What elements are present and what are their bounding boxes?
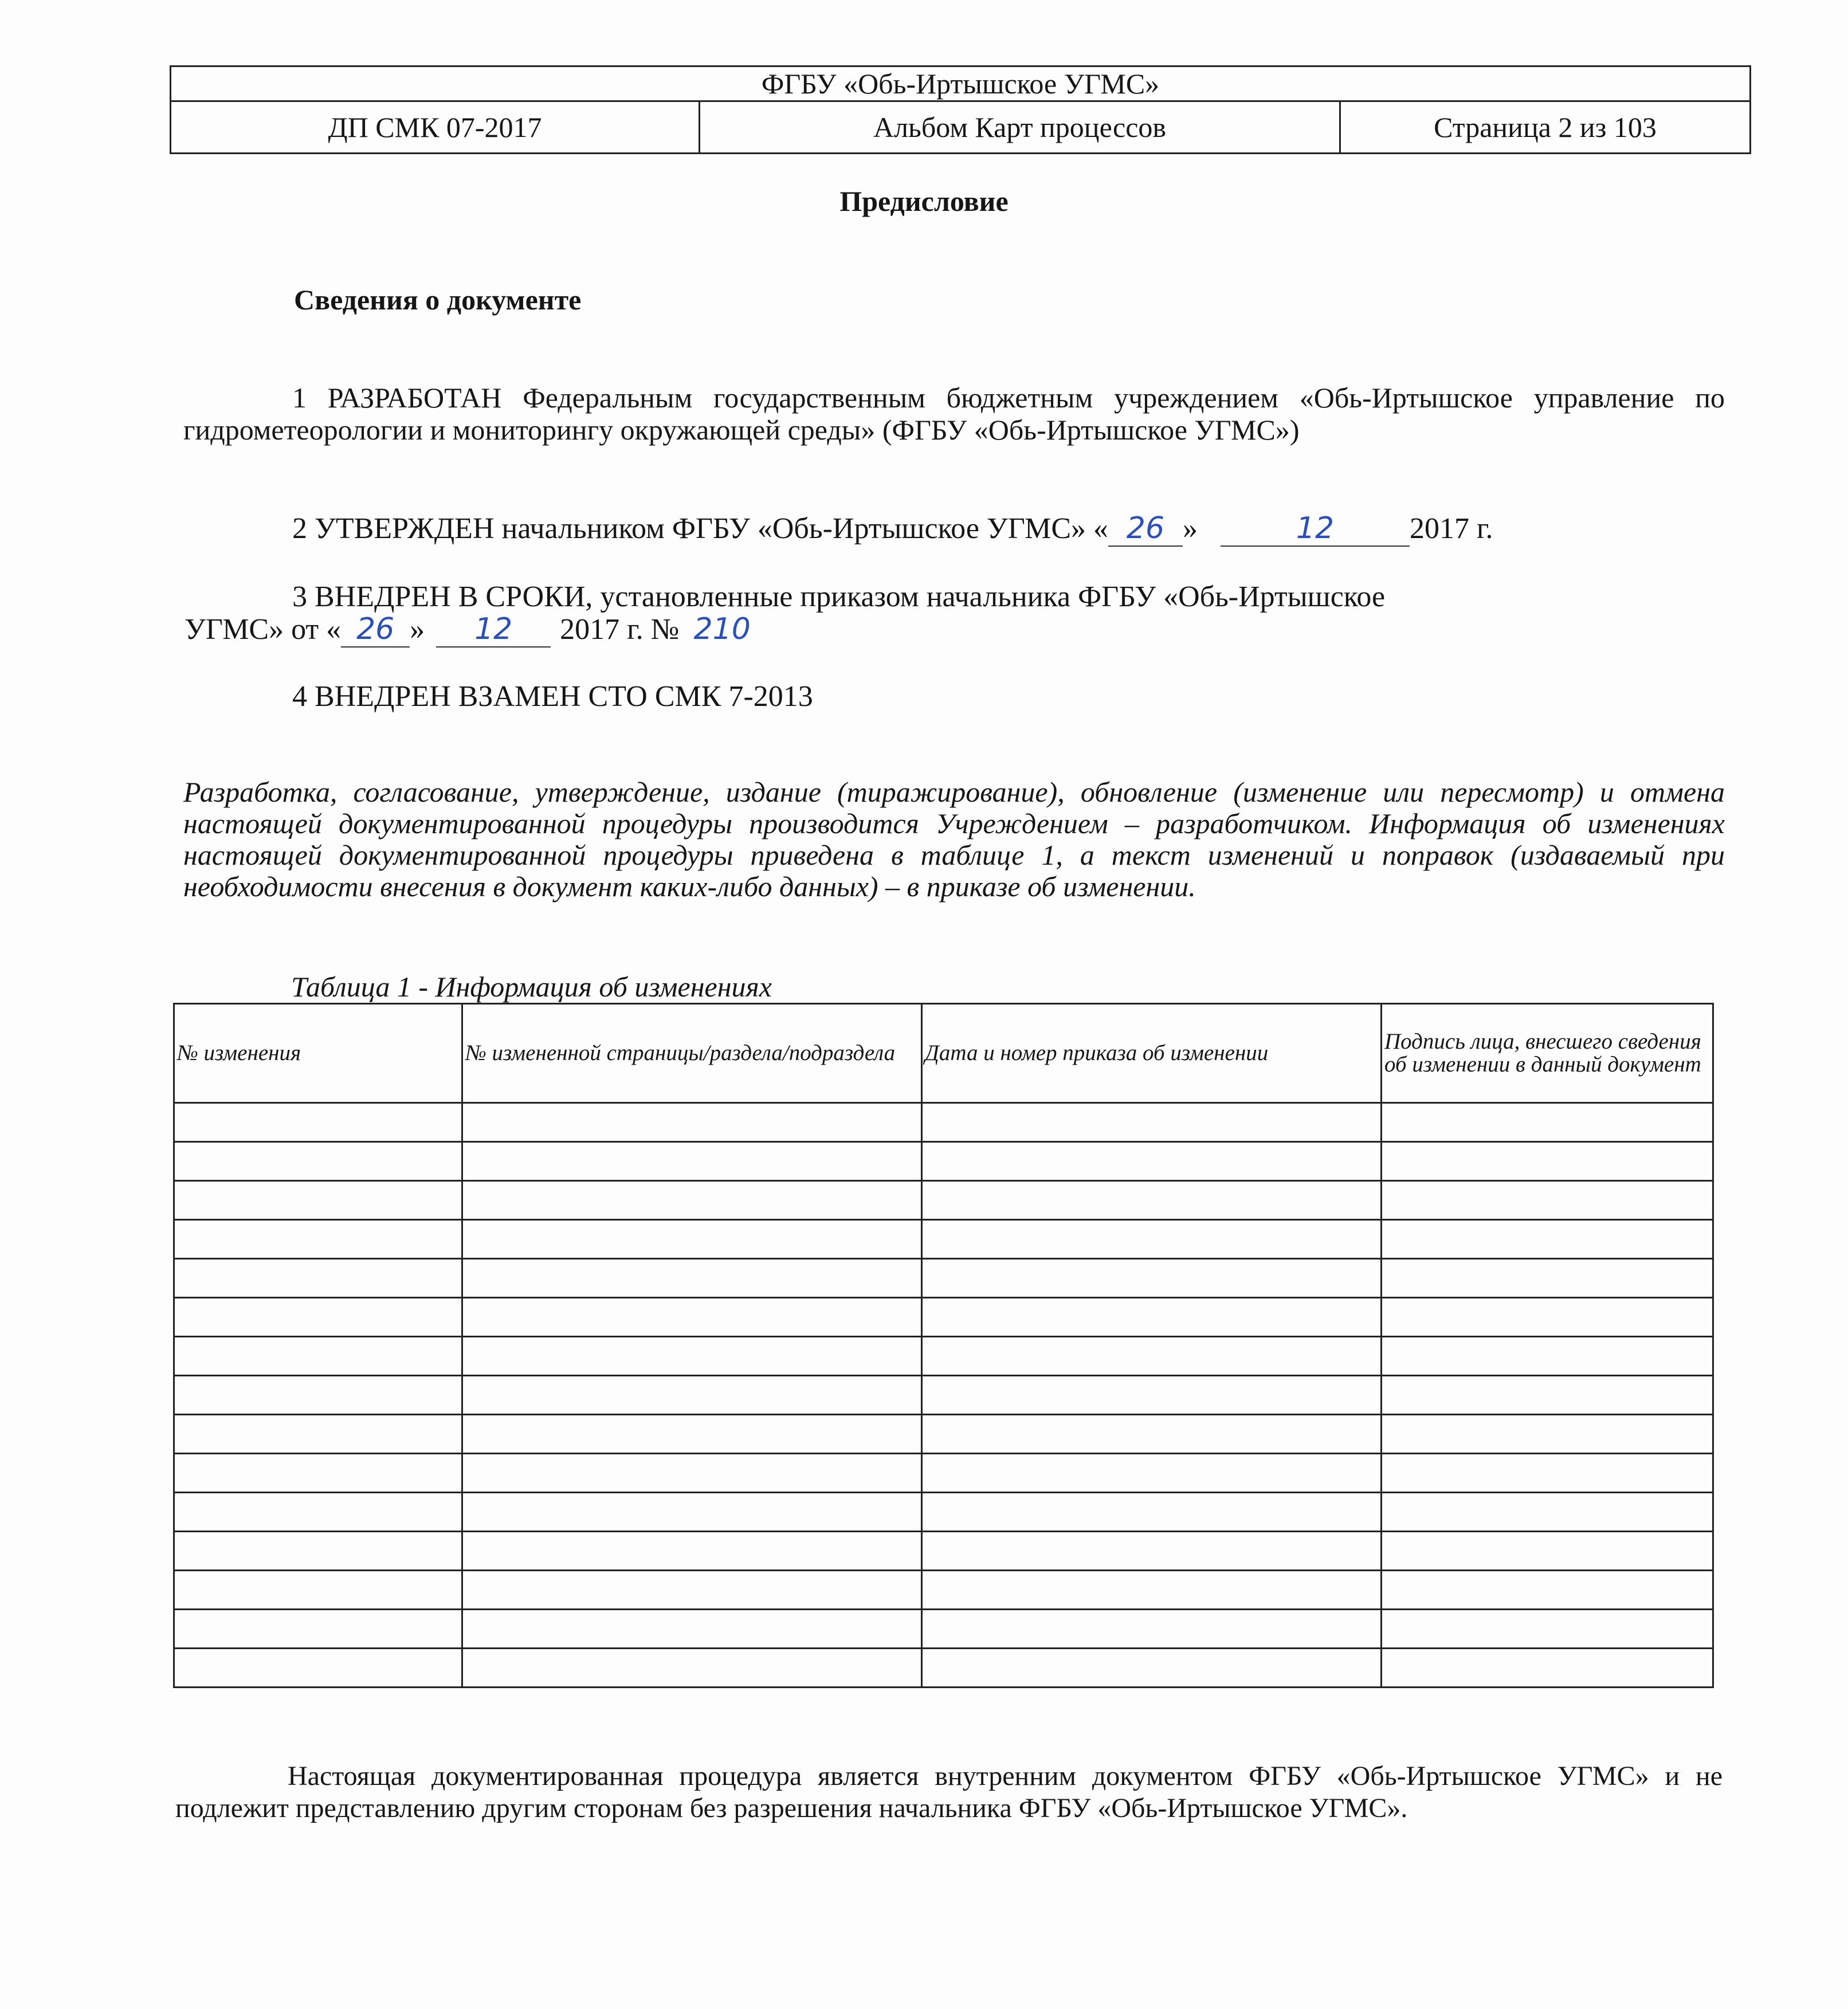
table-cell <box>922 1259 1382 1298</box>
table-cell <box>462 1415 922 1454</box>
table-cell <box>1382 1142 1713 1181</box>
table-row <box>174 1220 1713 1259</box>
table-cell <box>1382 1415 1713 1454</box>
table-cell <box>462 1610 922 1649</box>
item-3-day: 26 <box>341 612 410 648</box>
table-cell <box>1382 1298 1713 1337</box>
item-1-text: 1 РАЗРАБОТАН Федеральным государственным бюджетным учреждением «Обь-Иртышское управление по гидрометеорологии и мониторингу окружающей среды» (ФГБУ «Обь-Иртышское УГМС») <box>183 382 1725 446</box>
table-cell <box>174 1103 462 1142</box>
table-cell <box>462 1493 922 1532</box>
table-cell <box>922 1142 1382 1181</box>
table-cell <box>462 1298 922 1337</box>
table-cell <box>1382 1649 1713 1688</box>
table-cell <box>462 1376 922 1415</box>
table-row <box>174 1571 1713 1610</box>
table-cell <box>1382 1571 1713 1610</box>
column-header-page-section: № измененной страницы/раздела/подраздела <box>462 1004 922 1103</box>
item-3-mid: » <box>410 613 425 646</box>
table-cell <box>1382 1259 1713 1298</box>
table-cell <box>922 1454 1382 1493</box>
table-cell <box>922 1376 1382 1415</box>
table-row <box>174 1103 1713 1142</box>
item-3-prefix: УГМС» от « <box>185 613 342 646</box>
item-3-order-number: 210 <box>693 612 751 646</box>
table-row <box>174 1142 1713 1181</box>
table-cell <box>174 1220 462 1259</box>
changes-table-header <box>174 1004 1713 1103</box>
item-3-line-2 <box>185 612 765 648</box>
table-cell <box>1382 1103 1713 1142</box>
item-2-prefix: 2 УТВЕРЖДЕН начальником ФГБУ «Обь-Иртышское УГМС» « <box>292 512 1109 545</box>
table-cell <box>174 1454 462 1493</box>
header-doc-title: Альбом Карт процессов <box>700 101 1340 154</box>
table-caption: Таблица 1 - Информация об изменениях <box>291 971 772 1003</box>
header-page-info: Страница 2 из 103 <box>1340 101 1751 154</box>
table-cell <box>922 1532 1382 1571</box>
item-2-line <box>292 511 1493 547</box>
column-header-order-date: Дата и номер приказа об изменении <box>922 1004 1382 1103</box>
table-row <box>174 1298 1713 1337</box>
table-cell <box>922 1181 1382 1220</box>
item-2-mid: » <box>1183 512 1198 545</box>
item-1-paragraph <box>183 382 1725 446</box>
table-cell <box>174 1649 462 1688</box>
table-cell <box>174 1532 462 1571</box>
changes-table <box>173 1003 1714 1688</box>
table-cell <box>462 1142 922 1181</box>
table-cell <box>462 1532 922 1571</box>
table-cell <box>174 1337 462 1376</box>
table-row <box>174 1610 1713 1649</box>
table-cell <box>462 1454 922 1493</box>
subsection-title: Сведения о документе <box>294 284 582 316</box>
item-3-year: 2017 г. № <box>560 613 680 646</box>
table-row <box>174 1259 1713 1298</box>
changes-table-body <box>174 1103 1713 1688</box>
table-row <box>174 1181 1713 1220</box>
table-cell <box>174 1142 462 1181</box>
table-cell <box>1382 1181 1713 1220</box>
table-cell <box>462 1649 922 1688</box>
table-cell <box>174 1298 462 1337</box>
header-doc-code: ДП СМК 07-2017 <box>171 101 700 154</box>
table-cell <box>922 1571 1382 1610</box>
table-cell <box>462 1337 922 1376</box>
section-title: Предисловие <box>839 185 1009 217</box>
item-2-month: 12 <box>1221 511 1410 547</box>
table-row <box>174 1532 1713 1571</box>
table-cell <box>1382 1376 1713 1415</box>
table-cell <box>1382 1337 1713 1376</box>
table-cell <box>922 1337 1382 1376</box>
table-cell <box>174 1610 462 1649</box>
table-cell <box>1382 1493 1713 1532</box>
item-2-day: 26 <box>1108 511 1183 547</box>
table-cell <box>462 1103 922 1142</box>
table-cell <box>922 1298 1382 1337</box>
table-cell <box>1382 1220 1713 1259</box>
italic-paragraph-text: Разработка, согласование, утверждение, издание (тиражирование), обновление (изменение или пересмотр) и отмена настоящей документированной процедуры производится Учреждением – разработчиком. Информация об изменениях настоящей документированной процедуры приведена в таблице 1, а текст изменений и поправок (издаваемый при необходимости внесения в документ каких-либо данных) – в приказе об изменении. <box>183 776 1725 903</box>
table-row <box>174 1493 1713 1532</box>
table-row <box>174 1454 1713 1493</box>
table-row <box>174 1376 1713 1415</box>
table-cell <box>462 1571 922 1610</box>
header-organization: ФГБУ «Обь-Иртышское УГМС» <box>171 66 1751 101</box>
table-cell <box>1382 1610 1713 1649</box>
table-cell <box>174 1493 462 1532</box>
footer-paragraph-text: Настоящая документированная процедура является внутренним документом ФГБУ «Обь-Иртышское УГМС» и не подлежит представлению другим сторонам без разрешения начальника ФГБУ «Обь-Иртышское УГМС». <box>175 1761 1723 1823</box>
table-cell <box>922 1415 1382 1454</box>
table-cell <box>922 1610 1382 1649</box>
document-header-table <box>170 65 1751 154</box>
column-header-change-number: № изменения <box>174 1004 462 1103</box>
italic-paragraph <box>183 776 1725 903</box>
table-cell <box>174 1181 462 1220</box>
column-header-signature: Подпись лица, внесшего сведения об изменении в данный документ <box>1382 1004 1713 1103</box>
table-cell <box>174 1259 462 1298</box>
table-cell <box>462 1181 922 1220</box>
item-3-line-1: 3 ВНЕДРЕН В СРОКИ, установленные приказом начальника ФГБУ «Обь-Иртышское <box>292 580 1386 613</box>
table-cell <box>1382 1532 1713 1571</box>
table-cell <box>922 1649 1382 1688</box>
item-2-suffix: 2017 г. <box>1410 512 1493 545</box>
table-cell <box>1382 1454 1713 1493</box>
table-cell <box>174 1571 462 1610</box>
table-cell <box>922 1220 1382 1259</box>
table-cell <box>922 1493 1382 1532</box>
footer-paragraph <box>175 1760 1723 1824</box>
table-cell <box>462 1220 922 1259</box>
item-4-line: 4 ВНЕДРЕН ВЗАМЕН СТО СМК 7-2013 <box>292 680 813 713</box>
table-row <box>174 1415 1713 1454</box>
table-row <box>174 1337 1713 1376</box>
table-cell <box>174 1415 462 1454</box>
table-cell <box>174 1376 462 1415</box>
table-row <box>174 1649 1713 1688</box>
item-3-month: 12 <box>436 612 551 648</box>
table-cell <box>922 1103 1382 1142</box>
table-cell <box>462 1259 922 1298</box>
